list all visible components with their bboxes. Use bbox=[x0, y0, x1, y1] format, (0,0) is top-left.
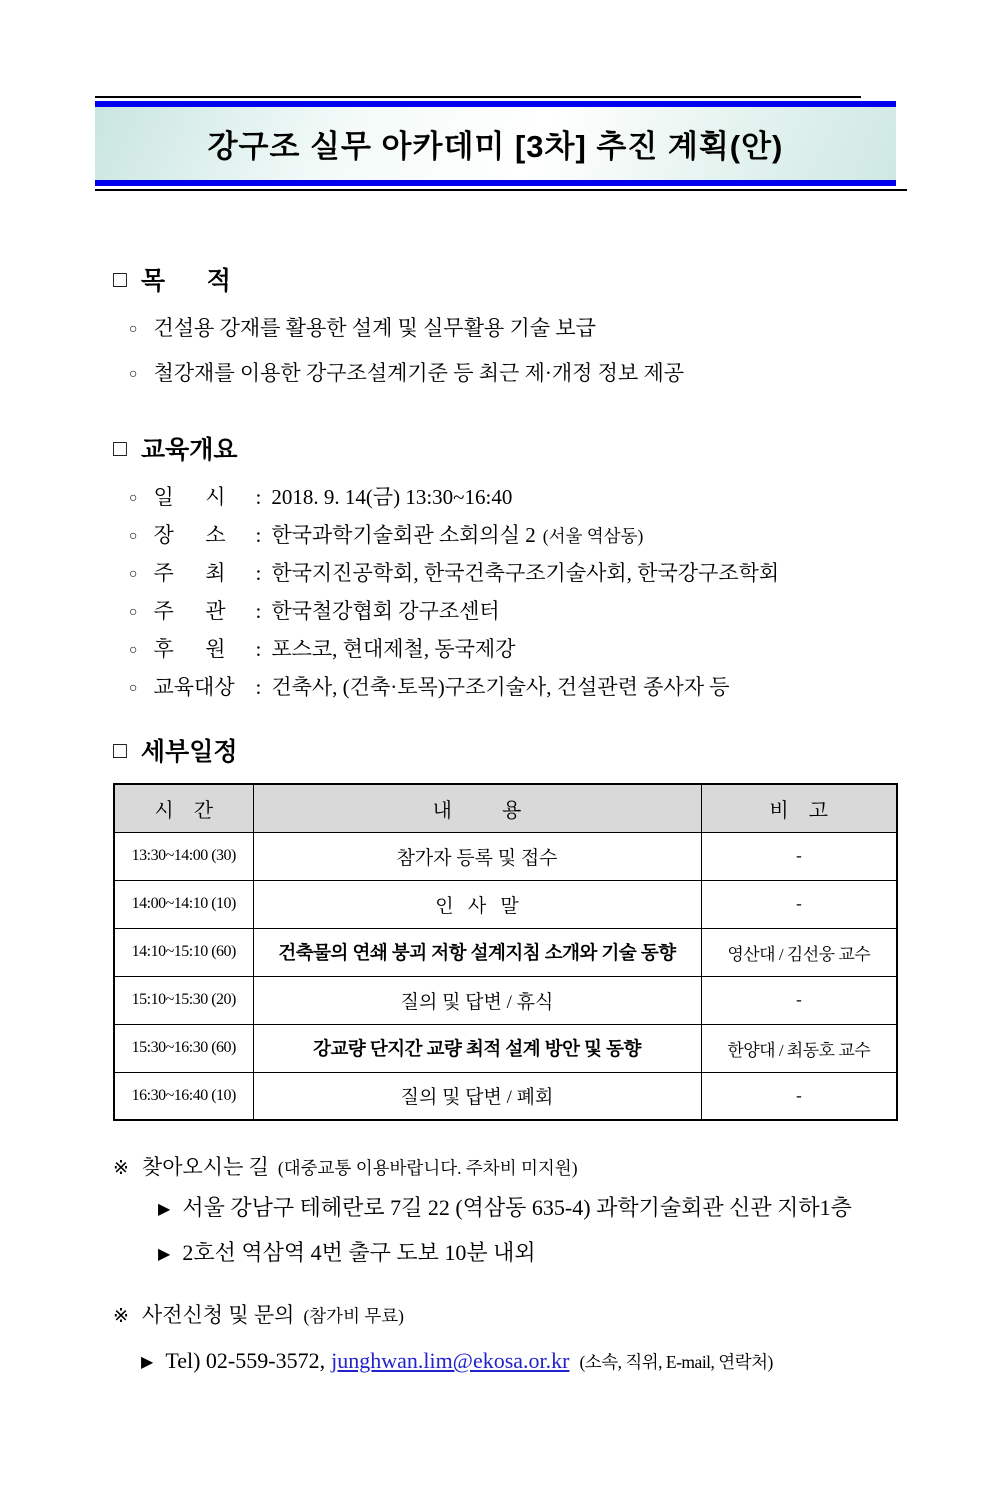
circle-bullet-icon: ○ bbox=[129, 681, 138, 696]
cell-time: 15:10~15:30 (20) bbox=[114, 976, 253, 1024]
cell-content: 인 사 말 bbox=[253, 880, 701, 928]
footer-notes bbox=[113, 1151, 992, 1379]
overview-items bbox=[113, 480, 992, 708]
document-title: 강구조 실무 아카데미 [3차] 추진 계획(안) bbox=[207, 129, 784, 164]
directions-note bbox=[113, 1151, 992, 1271]
table-row bbox=[114, 928, 897, 976]
reference-mark-icon: ※ bbox=[113, 1306, 129, 1327]
cell-remark: 한양대 / 최동호 교수 bbox=[701, 1024, 897, 1072]
overview-item-label: 일 시 bbox=[153, 485, 226, 509]
title-banner bbox=[95, 96, 896, 191]
purpose-items bbox=[113, 315, 992, 390]
colon-separator: : bbox=[255, 675, 262, 699]
table-row bbox=[114, 1024, 897, 1072]
overview-item-label: 주 최 bbox=[153, 561, 226, 585]
schedule-heading-label: 세부일정 bbox=[140, 738, 238, 766]
section-purpose bbox=[113, 261, 992, 390]
purpose-item-text: 건설용 강재를 활용한 설계 및 실무활용 기술 보급 bbox=[153, 316, 596, 340]
table-row bbox=[114, 880, 897, 928]
column-header-content: 내 용 bbox=[253, 784, 701, 832]
email-link[interactable]: junghwan.lim@ekosa.or.kr bbox=[331, 1348, 570, 1373]
schedule-table bbox=[113, 783, 898, 1121]
purpose-heading-label: 목 적 bbox=[140, 267, 231, 295]
overview-item-value: 포스코, 현대제철, 동국제강 bbox=[271, 637, 516, 661]
reference-mark-icon: ※ bbox=[113, 1158, 129, 1179]
cell-content: 강교량 단지간 교량 최적 설계 방안 및 동향 bbox=[253, 1024, 701, 1072]
cell-remark: - bbox=[701, 832, 897, 880]
registration-heading bbox=[113, 1299, 992, 1329]
colon-separator: : bbox=[255, 637, 262, 661]
circle-bullet-icon: ○ bbox=[129, 605, 138, 620]
list-item bbox=[129, 556, 992, 594]
circle-bullet-icon: ○ bbox=[129, 322, 138, 337]
cell-time: 14:10~15:10 (60) bbox=[114, 928, 253, 976]
circle-bullet-icon: ○ bbox=[129, 491, 138, 506]
cell-time: 14:00~14:10 (10) bbox=[114, 880, 253, 928]
purpose-item-text: 철강재를 이용한 강구조설계기준 등 최근 제·개정 정보 제공 bbox=[153, 361, 685, 385]
table-row bbox=[114, 832, 897, 880]
telephone-number: Tel) 02-559-3572, bbox=[165, 1348, 326, 1373]
overview-item-label: 주 관 bbox=[153, 599, 226, 623]
cell-time: 15:30~16:30 (60) bbox=[114, 1024, 253, 1072]
directions-subway-text: 2호선 역삼역 4번 출구 도보 10분 내외 bbox=[182, 1240, 536, 1265]
banner-hairline-top bbox=[95, 96, 861, 98]
list-item bbox=[129, 360, 992, 390]
cell-content: 참가자 등록 및 접수 bbox=[253, 832, 701, 880]
cell-content: 질의 및 답변 / 폐회 bbox=[253, 1072, 701, 1120]
colon-separator: : bbox=[255, 485, 262, 509]
cell-remark: - bbox=[701, 1072, 897, 1120]
arrow-bullet-icon: ▶ bbox=[158, 1246, 171, 1263]
overview-heading bbox=[113, 430, 992, 466]
table-row bbox=[114, 1072, 897, 1120]
square-bullet-icon: □ bbox=[113, 736, 127, 763]
banner-blue-bar-bottom bbox=[95, 180, 896, 186]
section-overview bbox=[113, 430, 992, 708]
cell-time: 13:30~14:00 (30) bbox=[114, 832, 253, 880]
circle-bullet-icon: ○ bbox=[129, 567, 138, 582]
column-header-remark: 비 고 bbox=[701, 784, 897, 832]
cell-time: 16:30~16:40 (10) bbox=[114, 1072, 253, 1120]
circle-bullet-icon: ○ bbox=[129, 529, 138, 544]
colon-separator: : bbox=[255, 523, 262, 547]
list-item bbox=[129, 480, 992, 518]
overview-item-label: 장 소 bbox=[153, 523, 226, 547]
schedule-heading bbox=[113, 732, 992, 768]
table-header-row bbox=[114, 784, 897, 832]
section-schedule bbox=[113, 732, 992, 1121]
arrow-bullet-icon: ▶ bbox=[141, 1354, 154, 1371]
circle-bullet-icon: ○ bbox=[129, 643, 138, 658]
registration-contact-line bbox=[141, 1345, 992, 1379]
directions-heading bbox=[113, 1151, 992, 1181]
overview-item-extra: (서울 역삼동) bbox=[542, 526, 644, 546]
overview-item-label: 교육대상 bbox=[153, 675, 235, 699]
cell-content: 건축물의 연쇄 붕괴 저항 설계지침 소개와 기술 동향 bbox=[253, 928, 701, 976]
list-item bbox=[129, 315, 992, 345]
cell-remark: - bbox=[701, 880, 897, 928]
overview-item-value: 건축사, (건축·토목)구조기술사, 건설관련 종사자 등 bbox=[271, 675, 730, 699]
circle-bullet-icon: ○ bbox=[129, 367, 138, 382]
square-bullet-icon: □ bbox=[113, 265, 127, 292]
purpose-heading bbox=[113, 261, 992, 297]
colon-separator: : bbox=[255, 561, 262, 585]
list-item bbox=[129, 518, 992, 556]
registration-paren: (참가비 무료) bbox=[303, 1306, 404, 1326]
list-item bbox=[129, 594, 992, 632]
overview-item-label: 후 원 bbox=[153, 637, 226, 661]
overview-item-value: 한국과학기술회관 소회의실 2 bbox=[271, 523, 536, 547]
directions-title: 찾아오시는 길 bbox=[141, 1155, 269, 1179]
list-item bbox=[129, 632, 992, 670]
overview-item-value: 한국철강협회 강구조센터 bbox=[271, 599, 500, 623]
colon-separator: : bbox=[255, 599, 262, 623]
banner-hairline-bottom bbox=[95, 189, 907, 191]
arrow-bullet-icon: ▶ bbox=[158, 1201, 171, 1218]
directions-subway-line bbox=[158, 1237, 992, 1271]
directions-address-line bbox=[158, 1192, 992, 1226]
column-header-time: 시 간 bbox=[114, 784, 253, 832]
contact-fields-note: (소속, 직위, E-mail, 연락처) bbox=[579, 1352, 773, 1372]
cell-content: 질의 및 답변 / 휴식 bbox=[253, 976, 701, 1024]
registration-note bbox=[113, 1299, 992, 1379]
registration-title: 사전신청 및 문의 bbox=[141, 1303, 295, 1327]
directions-paren: (대중교통 이용바랍니다. 주차비 미지원) bbox=[277, 1158, 578, 1178]
directions-address-text: 서울 강남구 테헤란로 7길 22 (역삼동 635-4) 과학기술회관 신관 지하1층 bbox=[182, 1195, 852, 1220]
overview-item-value: 2018. 9. 14(금) 13:30~16:40 bbox=[271, 485, 513, 509]
list-item bbox=[129, 670, 992, 708]
cell-remark: 영산대 / 김선웅 교수 bbox=[701, 928, 897, 976]
table-row bbox=[114, 976, 897, 1024]
banner-body bbox=[95, 107, 896, 180]
overview-heading-label: 교육개요 bbox=[140, 436, 238, 464]
overview-item-value: 한국지진공학회, 한국건축구조기술사회, 한국강구조학회 bbox=[271, 561, 780, 585]
cell-remark: - bbox=[701, 976, 897, 1024]
square-bullet-icon: □ bbox=[113, 434, 127, 461]
